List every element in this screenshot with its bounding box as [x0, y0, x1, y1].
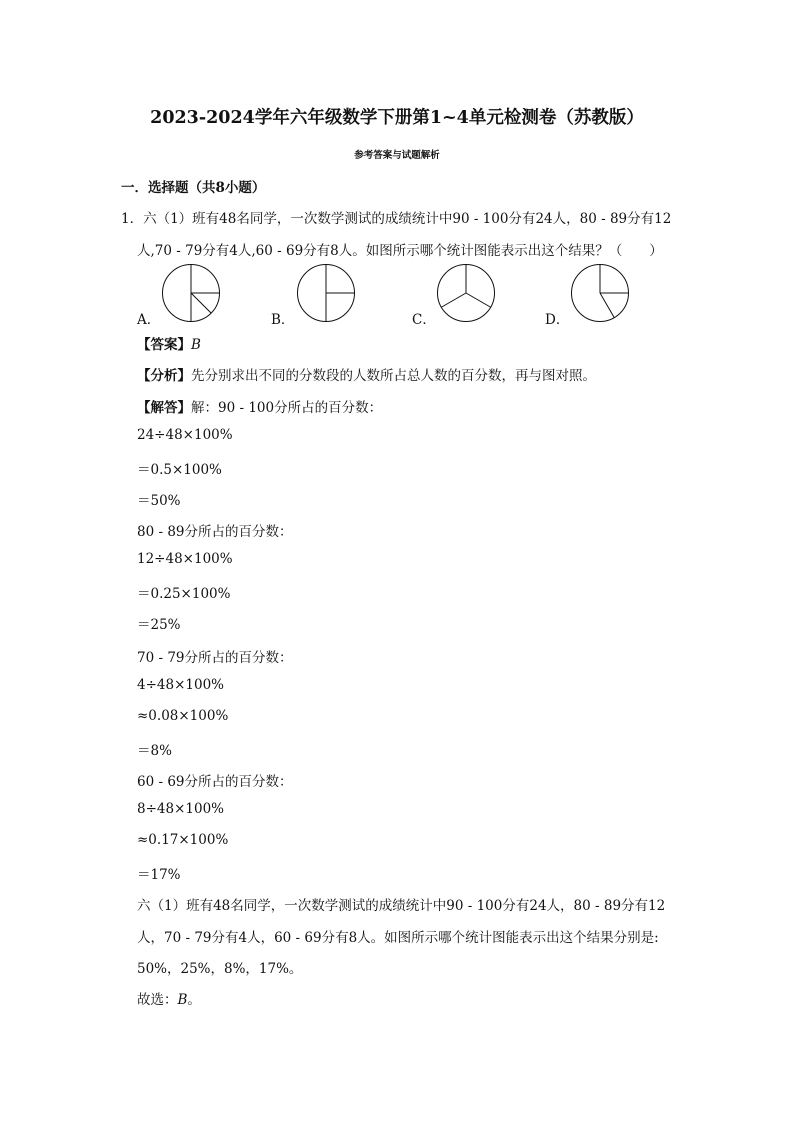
page-title: 2023-2024学年六年级数学下册第1~4单元检测卷（苏教版） [150, 108, 644, 128]
solution-step: ＝8% [137, 743, 172, 759]
solution-step: 60 - 69分所占的百分数： [137, 774, 293, 790]
solution-first: 解：90 - 100分所占的百分数： [191, 400, 383, 416]
pie-divider [191, 293, 211, 313]
conclusion-suffix: 。 [187, 992, 201, 1008]
conclusion-prefix: 故选： [137, 992, 178, 1008]
conclusion-line [137, 988, 201, 1008]
solution-step: 70 - 79分所占的百分数： [137, 650, 293, 666]
analysis-tag: 【分析】 [137, 368, 191, 384]
pie-chart-d [570, 263, 630, 323]
analysis-text: 先分别求出不同的分数段的人数所占总人数的百分数，再与图对照。 [191, 368, 596, 384]
pie-divider [600, 293, 614, 318]
answer-value: B [191, 337, 201, 353]
analysis-line [137, 364, 596, 384]
solution-step: 80 - 89分所占的百分数： [137, 524, 293, 540]
option-a-label: A． [137, 312, 161, 328]
solution-summary-1: 六（1）班有48名同学，一次数学测试的成绩统计中90 - 100分有24人，80 - 89分有12 [137, 898, 666, 914]
pie-divider [466, 293, 491, 307]
solution-step: ＝25% [137, 617, 181, 633]
solution-step: ＝17% [137, 867, 181, 883]
solution-step: ≈0.17×100% [137, 832, 229, 848]
solution-step: ＝0.25×100% [137, 586, 231, 602]
question-line-1: 1．六（1）班有48名同学，一次数学测试的成绩统计中90 - 100分有24人，80 - 89分有12 [121, 211, 672, 227]
solution-step: 12÷48×100% [137, 551, 233, 567]
solution-step: 4÷48×100% [137, 677, 224, 693]
solution-step: ≈0.08×100% [137, 708, 229, 724]
solution-step: ＝0.5×100% [137, 462, 222, 478]
pie-chart-a [161, 263, 221, 323]
page-subtitle: 参考答案与试题解析 [354, 150, 440, 161]
pie-chart-b [296, 263, 356, 323]
option-d-label: D． [545, 312, 570, 328]
solution-step: ＝50% [137, 493, 181, 509]
solution-step: 8÷48×100% [137, 801, 224, 817]
question-line-2: 人,70 - 79分有4人,60 - 69分有8人。如图所示哪个统计图能表示出这个结果？（ ） [137, 243, 663, 259]
option-c-label: C． [412, 312, 436, 328]
conclusion-value: B [177, 992, 188, 1008]
pie-chart-c [436, 263, 496, 323]
option-b-label: B． [271, 312, 295, 328]
solution-tag: 【解答】 [137, 400, 191, 416]
answer-tag: 【答案】 [137, 337, 191, 353]
solution-line [137, 396, 382, 416]
solution-step: 24÷48×100% [137, 427, 233, 443]
section-heading: 一．选择题（共8小题） [121, 180, 266, 196]
solution-summary-3: 50%，25%，8%，17%。 [137, 961, 303, 977]
answer-line [137, 333, 201, 353]
pie-divider [441, 293, 466, 307]
solution-summary-2: 人，70 - 79分有4人，60 - 69分有8人。如图所示哪个统计图能表示出这个结果分别是: [137, 930, 659, 946]
